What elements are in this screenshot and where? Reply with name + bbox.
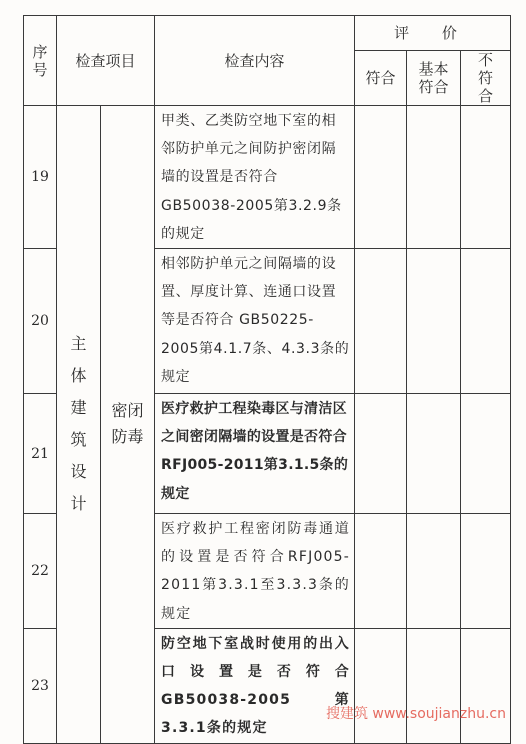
- header-basic-pass: 基本符合: [407, 51, 461, 106]
- header-evaluation: 评 价: [355, 16, 511, 51]
- cell-fail[interactable]: [461, 514, 511, 629]
- cell-basic-pass[interactable]: [407, 249, 461, 394]
- header-serial-number: 序号: [24, 16, 57, 106]
- cell-basic-pass[interactable]: [407, 628, 461, 743]
- cell-basic-pass[interactable]: [407, 394, 461, 514]
- cell-fail[interactable]: [461, 106, 511, 249]
- cell-fail[interactable]: [461, 249, 511, 394]
- table-row: [24, 106, 511, 249]
- row-content: 医疗救护工程染毒区与清洁区之间密闭隔墙的设置是否符合RFJ005-2011第3.1.5条的规定: [155, 394, 355, 514]
- row-number: 21: [24, 394, 57, 514]
- watermark: 搜建筑 www.soujianzhu.cn: [325, 706, 506, 722]
- row-number: 20: [24, 249, 57, 394]
- cell-pass[interactable]: [355, 249, 407, 394]
- header-fail: 不符合: [461, 51, 511, 106]
- header-check-content: 检查内容: [155, 16, 355, 106]
- row-content: 医疗救护工程密闭防毒通道的设置是否符合RFJ005-2011第3.3.1至3.3.3条的规定: [155, 514, 355, 629]
- header-pass: 符合: [355, 51, 407, 106]
- row-content: 甲类、乙类防空地下室的相邻防护单元之间防护密闭隔墙的设置是否符合GB50038-2005第3.2.9条的规定: [155, 106, 355, 249]
- cell-basic-pass[interactable]: [407, 106, 461, 249]
- row-content: 防空地下室战时使用的出入口设置是否符合GB50038-2005第3.3.1条的规定: [155, 628, 355, 743]
- header-check-item: 检查项目: [57, 16, 155, 106]
- cell-pass[interactable]: [355, 514, 407, 629]
- cell-pass[interactable]: [355, 106, 407, 249]
- cell-fail[interactable]: [461, 394, 511, 514]
- row-number: 22: [24, 514, 57, 629]
- cell-pass[interactable]: [355, 394, 407, 514]
- row-number: 23: [24, 628, 57, 743]
- group-main-design: 主体建筑设计: [57, 106, 101, 744]
- group-sealing-antigas: 密闭防毒: [101, 106, 155, 744]
- inspection-table: [23, 15, 511, 744]
- row-content: 相邻防护单元之间隔墙的设置、厚度计算、连通口设置等是否符合 GB50225-2005第4.1.7条、4.3.3条的规定: [155, 249, 355, 394]
- cell-basic-pass[interactable]: [407, 514, 461, 629]
- cell-fail[interactable]: [461, 628, 511, 743]
- cell-pass[interactable]: [355, 628, 407, 743]
- row-number: 19: [24, 106, 57, 249]
